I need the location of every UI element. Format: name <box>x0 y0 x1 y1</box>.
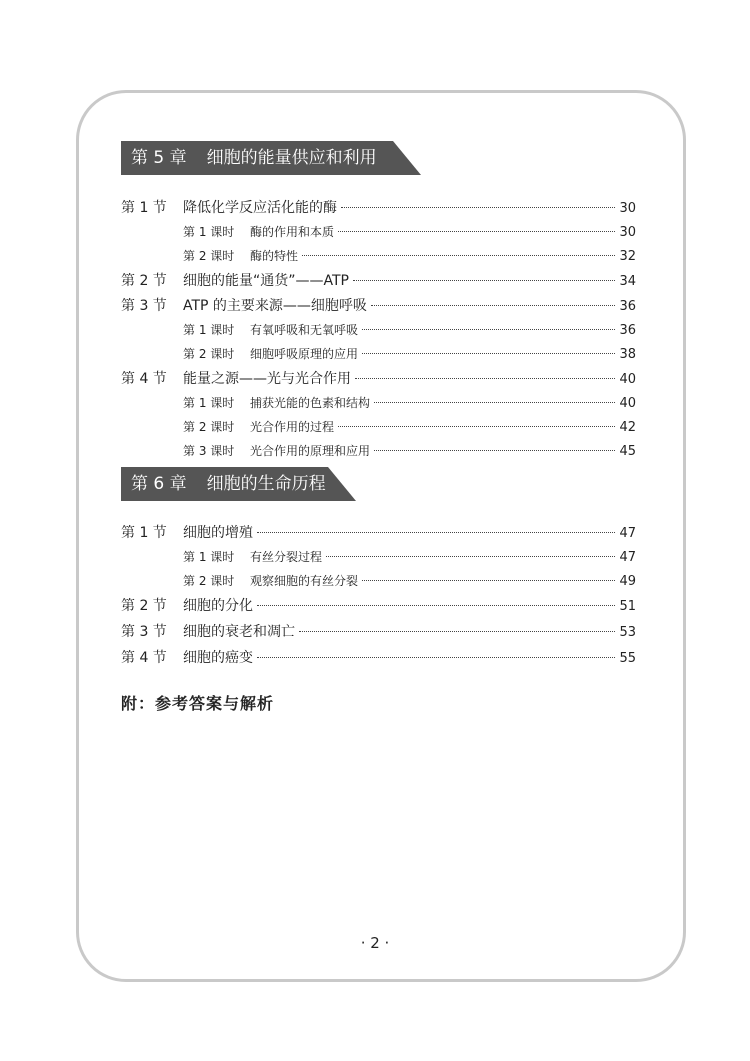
page-number: 55 <box>619 651 636 666</box>
page-number: 53 <box>619 625 636 640</box>
entry-title: 降低化学反应活化能的酶 <box>183 200 337 216</box>
lesson-number: 第 2 课时 <box>183 249 235 263</box>
entry-title: 细胞的增殖 <box>183 525 253 541</box>
entry-title: 细胞的能量“通货”——ATP <box>183 273 349 289</box>
entry-title: 酶的特性 <box>250 249 299 263</box>
lesson-number: 第 2 课时 <box>183 347 235 361</box>
lesson-number: 第 1 课时 <box>183 323 235 337</box>
leader-dots <box>257 605 615 606</box>
page-number: 51 <box>619 599 636 614</box>
toc-entry[interactable] <box>121 272 636 290</box>
section-number: 第 3 节 <box>121 298 167 314</box>
chapter-5-text <box>131 141 377 175</box>
leader-dots <box>371 305 616 306</box>
page-number: 40 <box>619 372 636 387</box>
leader-dots <box>362 580 615 581</box>
leader-dots <box>338 231 615 232</box>
entry-title: 细胞的癌变 <box>183 650 253 666</box>
toc-entry[interactable] <box>121 297 636 315</box>
leader-dots <box>374 402 615 403</box>
leader-dots <box>302 255 615 256</box>
page-number: 47 <box>619 526 636 541</box>
toc-entry[interactable] <box>183 572 636 590</box>
leader-dots <box>355 378 615 379</box>
leader-dots <box>353 280 615 281</box>
page-number: 38 <box>619 347 636 362</box>
toc-entry[interactable] <box>183 442 636 460</box>
chapter-title: 细胞的能量供应和利用 <box>206 148 377 168</box>
chapter-number: 第 5 章 <box>131 148 187 168</box>
page-number: 36 <box>619 299 636 314</box>
page-number: 42 <box>619 420 636 435</box>
leader-dots <box>257 532 615 533</box>
section-number: 第 2 节 <box>121 598 167 614</box>
lesson-number: 第 1 课时 <box>183 550 235 564</box>
entry-title: 有氧呼吸和无氧呼吸 <box>250 323 359 337</box>
page-number: 30 <box>619 201 636 216</box>
entry-title: 观察细胞的有丝分裂 <box>250 574 359 588</box>
leader-dots <box>374 450 615 451</box>
page-number-footer: · 2 · <box>360 934 390 952</box>
page-number: 32 <box>619 249 636 264</box>
lesson-number: 第 2 课时 <box>183 420 235 434</box>
toc-entry[interactable] <box>183 548 636 566</box>
toc-entry[interactable] <box>183 321 636 339</box>
entry-title: 细胞的衰老和凋亡 <box>183 624 295 640</box>
section-number: 第 2 节 <box>121 273 167 289</box>
section-number: 第 1 节 <box>121 200 167 216</box>
leader-dots <box>326 556 615 557</box>
toc-entry[interactable] <box>183 223 636 241</box>
lesson-number: 第 2 课时 <box>183 574 235 588</box>
entry-title: 细胞的分化 <box>183 598 253 614</box>
chapter-6-heading <box>121 467 356 501</box>
toc-entry[interactable] <box>121 199 636 217</box>
page-number: 49 <box>619 574 636 589</box>
section-number: 第 4 节 <box>121 650 167 666</box>
chapter-6-text <box>131 467 326 501</box>
page-number: 45 <box>619 444 636 459</box>
section-number: 第 3 节 <box>121 624 167 640</box>
entry-title: 捕获光能的色素和结构 <box>250 396 371 410</box>
toc-entry[interactable] <box>183 345 636 363</box>
section-number: 第 4 节 <box>121 371 167 387</box>
entry-title: ATP 的主要来源——细胞呼吸 <box>183 298 367 314</box>
toc-entry[interactable] <box>183 247 636 265</box>
chapter-number: 第 6 章 <box>131 474 187 494</box>
page-number: 36 <box>619 323 636 338</box>
chapter-title: 细胞的生命历程 <box>206 474 326 494</box>
page-number: 40 <box>619 396 636 411</box>
toc-entry[interactable] <box>121 623 636 641</box>
leader-dots <box>362 329 615 330</box>
leader-dots <box>299 631 615 632</box>
lesson-number: 第 1 课时 <box>183 225 235 239</box>
leader-dots <box>257 657 615 658</box>
chapter-5-heading <box>121 141 421 175</box>
entry-title: 有丝分裂过程 <box>250 550 323 564</box>
toc-entry[interactable] <box>121 597 636 615</box>
leader-dots <box>341 207 615 208</box>
toc-entry[interactable] <box>121 524 636 542</box>
page-number: 34 <box>619 274 636 289</box>
lesson-number: 第 3 课时 <box>183 444 235 458</box>
appendix-heading[interactable]: 附：参考答案与解析 <box>121 694 275 713</box>
entry-title: 酶的作用和本质 <box>250 225 335 239</box>
toc-entry[interactable] <box>121 370 636 388</box>
lesson-number: 第 1 课时 <box>183 396 235 410</box>
entry-title: 细胞呼吸原理的应用 <box>250 347 359 361</box>
entry-title: 光合作用的过程 <box>250 420 335 434</box>
toc-entry[interactable] <box>183 394 636 412</box>
page-number: 47 <box>619 550 636 565</box>
entry-title: 能量之源——光与光合作用 <box>183 371 351 387</box>
page-number: 30 <box>619 225 636 240</box>
leader-dots <box>362 353 615 354</box>
entry-title: 光合作用的原理和应用 <box>250 444 371 458</box>
toc-entry[interactable] <box>183 418 636 436</box>
section-number: 第 1 节 <box>121 525 167 541</box>
toc-entry[interactable] <box>121 649 636 667</box>
leader-dots <box>338 426 615 427</box>
